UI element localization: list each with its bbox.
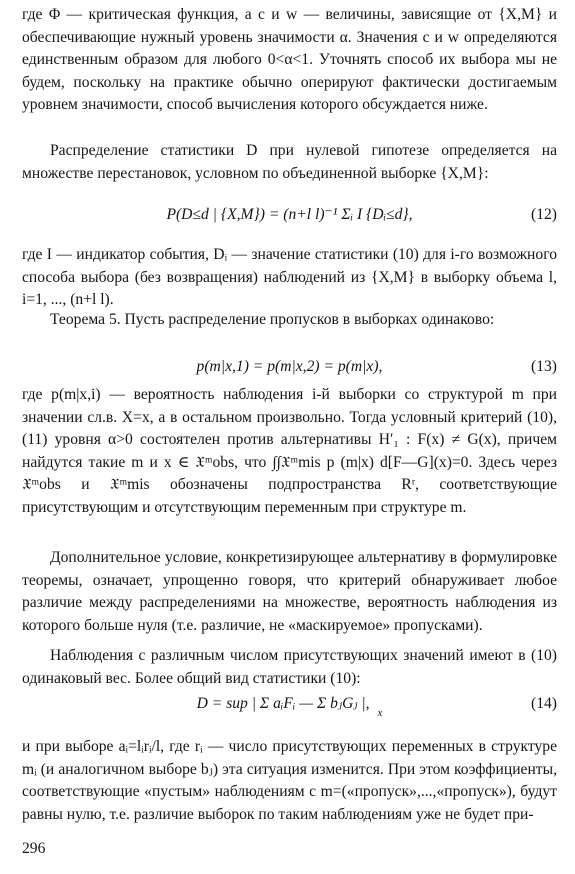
page-number: 296 [22,840,46,857]
paragraph-indicator: где I — индикатор события, Dᵢ — значение статистики (10) для i-го возможного способа выбора (без возвращения) наблюдений из {X,M} в выборку объема l, i=1, ..., (n+l l). [22,246,557,309]
paragraph-theorem-5: Теорема 5. Пусть распределение пропусков в выборках одинаково: [50,311,495,328]
text-block-4 [22,309,557,332]
equation-12-body: P(D≤d | {X,M}) = (n+l l)⁻¹ Σᵢ I {Dᵢ≤d}, [166,206,413,223]
text-block-5 [22,384,557,520]
paragraph-statistic-distribution: Распределение статистики D при нулевой гипотезе определяется на множестве перестановок, условном по объединенной выборке {X,M}: [22,142,557,182]
text-block-1 [22,4,557,117]
text-block-8 [22,736,557,826]
equation-14-sup-subscript: x [377,707,383,719]
paragraph-additional-condition: Дополнительное условие, конкретизирующее альтернативу в формулировке теоремы, означает, упрощенно говоря, что критерий обнаруживает любое различие между распределениями на множестве, вероятность наблюдения из которого больше нуля (т.е. различие, не «маскируемое» пропусками). [22,549,557,634]
text-block-7 [22,645,557,690]
paragraph-coefficients: и при выборе aᵢ=lᵢrᵢ/l, где rᵢ — число присутствующих переменных в структуре mᵢ (и аналогичном выборе bⱼ) эта ситуация изменится. При этом коэффициенты, соответствующие «пустым» наблюдениям с m=(«пропуск»,...,«пропуск»), будут равны нулю, т.е. различие выборок по таким наблюдениям уже не будет при- [22,738,557,823]
equation-13 [22,356,557,379]
paragraph-observations-weight: Наблюдения с различным числом присутствующих значений имеют в (10) одинаковый вес. Более общий вид статистики (10): [22,647,557,687]
paragraph-critical-function: где Φ — критическая функция, а c и w — величины, зависящие от {X,M} и обеспечивающие нужный уровень значимости α. Значения c и w определяются единственным образом для любого 0<α<1. Уточнять способ их выбора мы не будем, поскольку на практике обычно оперируют фактически достигаемым уровнем значимости, способ вычисления которого обсуждается ниже. [22,6,557,114]
paragraph-theorem-conditions: где p(m|x,i) — вероятность наблюдения i-й выборки со структурой m при значении сл.в. X=x, а в остальном произвольно. Тогда условный критерий (10), (11) уровня α>0 состоятелен против альтернативы H′₁ : F(x) ≠ G(x), причем найдутся такие m и x ∈ 𝔛ᵐobs, что ∫∫𝔛ᵐmis p (m|x) d[F—G](x)=0. Здесь через 𝔛ᵐobs и 𝔛ᵐmis обозначены подпространства Rʳ, соответствующие присутствующим и отсутствующим переменным при структуре m. [22,386,557,516]
equation-14-body: D = sup | Σ aᵢFᵢ — Σ bⱼGⱼ |, [196,695,370,712]
text-block-2 [22,140,557,185]
equation-13-body: p(m|x,1) = p(m|x,2) = p(m|x), [196,358,383,375]
equation-12 [22,204,557,227]
equation-13-number: (13) [531,358,557,375]
text-block-3 [22,244,557,312]
equation-12-number: (12) [531,206,557,223]
equation-14-number: (14) [531,695,557,712]
text-block-6 [22,547,557,637]
equation-14 [22,693,557,725]
